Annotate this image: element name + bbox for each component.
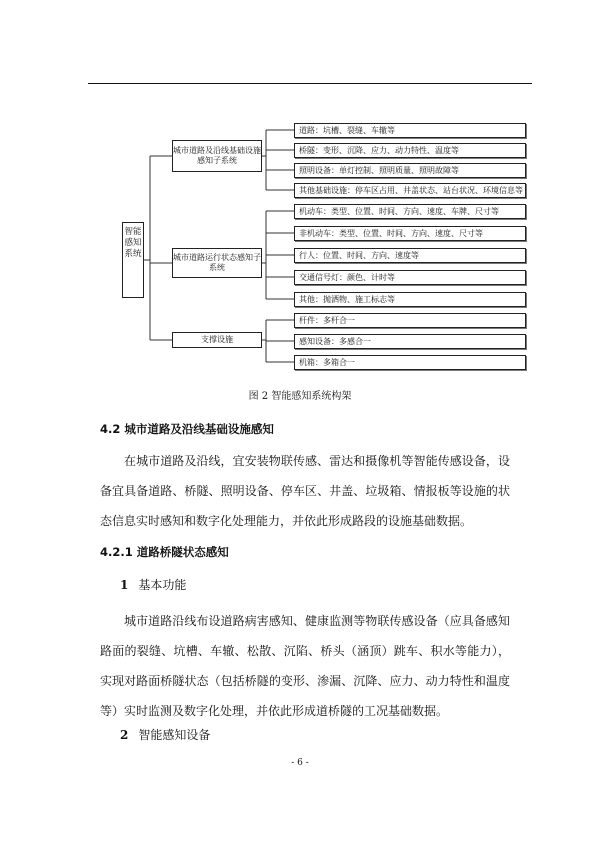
list-item-label: 基本功能: [138, 578, 187, 592]
leaf-cabinet: 机箱：多箱合一: [294, 355, 526, 370]
leaf-lighting: 照明设备：单灯控制、照明质量、照明故障等: [294, 163, 526, 178]
section-4-2-1-paragraph: 城市道路沿线布设道路病害感知、健康监测等物联传感设备（应具备感知路面的裂缝、坑槽、车辙、松散、沉陷、桥头（涵顶）跳车、积水等能力），实现对路面桥隧状态（包括桥隧的变形、渗漏、沉降、应力、动力特性和温度等）实时监测及数字化处理，并依此形成道桥隧的工况基础数据。: [100, 614, 510, 718]
list-item-number: 1: [120, 578, 129, 592]
page-number: - 6 -: [291, 758, 309, 768]
figure-caption: 图 2 智能感知系统构架: [248, 391, 352, 402]
leaf-bridge-tunnel: 桥隧：变形、沉降、应力、动力特性、温度等: [294, 143, 526, 158]
leaf-other-objects: 其他：抛洒物、施工标志等: [294, 292, 526, 307]
list-item-label: 智能感知设备: [138, 728, 211, 742]
leaf-sensing-device: 感知设备：多感合一: [294, 334, 526, 349]
leaf-pole: 杆件：多杆合一: [294, 313, 526, 328]
leaf-other-infrastructure: 其他基础设施：停车区占用、井盖状态、站台状况、环境信息等: [294, 183, 526, 198]
leaf-road: 道路：坑槽、裂缝、车辙等: [294, 123, 526, 138]
list-item-number: 2: [120, 728, 129, 742]
section-heading-4-2: 4.2 城市道路及沿线基础设施感知: [100, 422, 274, 436]
root-box: 智能感知系统: [122, 222, 144, 298]
leaf-traffic-signal: 交通信号灯：颜色、计时等: [294, 270, 526, 285]
leaf-pedestrian: 行人：位置、时间、方向、速度等: [294, 248, 526, 263]
list-item-basic-function: [120, 576, 186, 593]
system-architecture-diagram: [0, 0, 600, 380]
group-box-support: 支撑设施: [172, 332, 262, 348]
section-heading-4-2-1: 4.2.1 道路桥隧状态感知: [100, 545, 229, 559]
section-4-2-paragraph: 在城市道路及沿线，宜安装物联传感、雷达和摄像机等智能传感设备，设备宜具备道路、桥隧、照明设备、停车区、井盖、垃圾箱、情报板等设施的状态信息实时感知和数字化处理能力，并依此形成路段的设施基础数据。: [100, 454, 510, 528]
leaf-non-motor-vehicle: 非机动车：类型、位置、时间、方向、速度、尺寸等: [294, 226, 526, 241]
leaf-motor-vehicle: 机动车：类型、位置、时间、方向、速度、车牌、尺寸等: [294, 204, 526, 219]
group-box-traffic-state: 城市道路运行状态感知子系统: [172, 248, 262, 278]
group-box-infrastructure: 城市道路及沿线基础设施感知子系统: [172, 140, 262, 172]
list-item-smart-devices: [120, 726, 210, 743]
